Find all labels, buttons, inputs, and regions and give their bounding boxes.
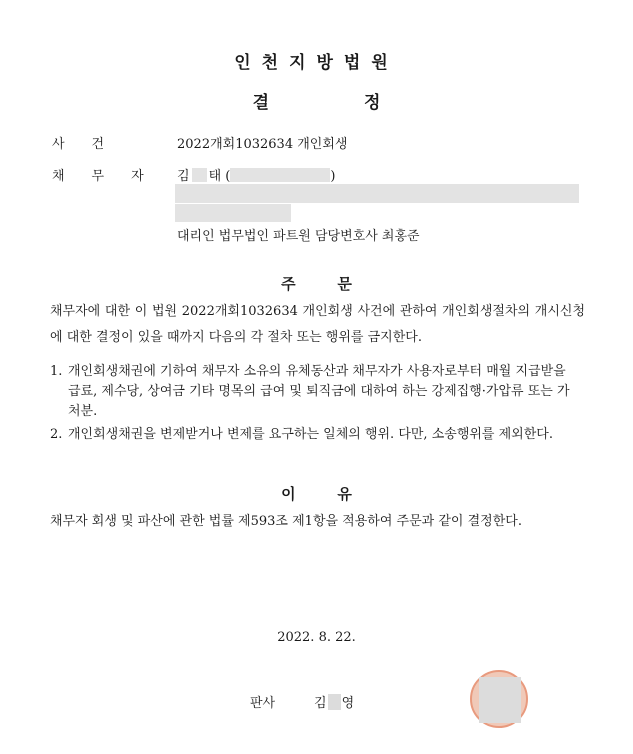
debtor-label: 채무자 [52,169,171,184]
decision-date: 2022. 8. 22. [277,630,356,645]
judge-label: 판사 [250,696,276,711]
document-type [0,88,633,113]
list-item: 2. 개인회생채권을 변제받거나 변제를 요구하는 일체의 행위. 다만, 소송행위를 제외한다. [50,427,553,442]
debtor-paren-close: ) [330,169,336,184]
order-intro: 채무자에 대한 이 법원 2022개회1032634 개인회생 사건에 관하여 개인회생절차의 개시신청에 대한 결정이 있을 때까지 다음의 각 절차 또는 행위를 금지한다. [50,304,585,345]
address-redaction [175,184,579,203]
order-title: 주 문 [281,275,352,293]
debtor-paren-open: ( [225,169,231,184]
seal-redaction [479,677,521,723]
debtor-name [177,165,335,184]
debtor-name-first: 김 [177,169,190,184]
address-redaction [175,204,291,222]
doc-type-right: 정 [364,93,381,113]
agent-line: 대리인 법무법인 파트원 담당변호사 최홍준 [177,229,420,244]
debtor-name-last: 태 [208,169,222,184]
judge-name: 김 영 [314,696,355,711]
list-item: 1. 개인회생채권에 기하여 채무자 소유의 유체동산과 채무자가 사용자로부터 매월 지급받을 급료, 제수당, 상여금 기타 명목의 급여 및 퇴직금에 대하여 하는 강제집행·가압류 또는 가처분. [50,364,570,419]
reason-text: 채무자 회생 및 파산에 관한 법률 제593조 제1항을 적용하여 주문과 같이 결정한다. [50,514,522,529]
court-name: 인천지방법원 [234,53,399,73]
redaction-box [192,168,207,182]
order-items [50,362,580,445]
redaction-box [230,168,330,182]
redaction-box [328,694,341,710]
case-label: 사건 [52,137,132,152]
case-number: 2022개회1032634 개인회생 [177,137,348,152]
reason-title: 이 유 [281,485,352,503]
doc-type-left: 결 [252,93,269,113]
